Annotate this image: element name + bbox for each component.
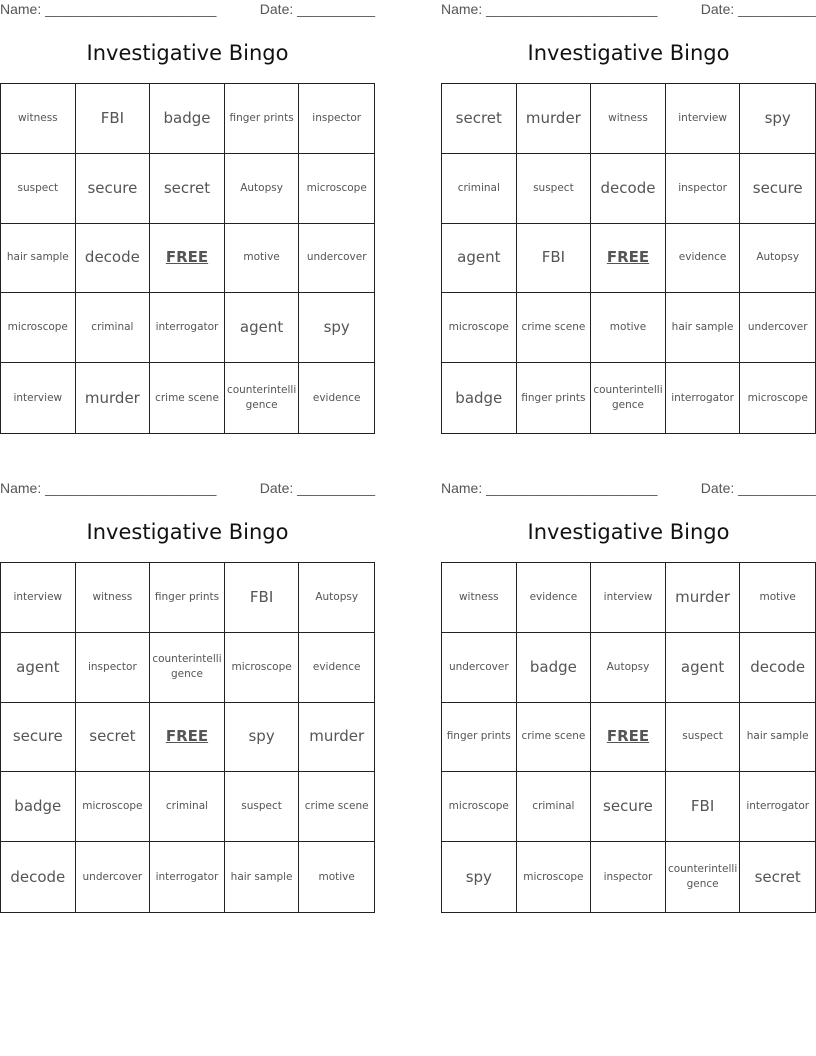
bingo-cell[interactable]: undercover [442, 633, 517, 703]
bingo-cell[interactable]: interview [666, 84, 741, 154]
bingo-cell[interactable]: motive [225, 224, 300, 294]
name-field[interactable]: Name: ______________________ [0, 480, 217, 496]
bingo-cell[interactable]: Autopsy [740, 224, 815, 294]
bingo-cell[interactable]: decode [76, 224, 151, 294]
bingo-cell[interactable]: microscope [517, 842, 592, 912]
bingo-cell[interactable]: murder [299, 703, 374, 773]
bingo-cell[interactable]: spy [740, 84, 815, 154]
bingo-cell[interactable]: criminal [150, 772, 225, 842]
bingo-cell[interactable]: criminal [76, 293, 151, 363]
name-date-line [0, 1, 375, 21]
bingo-cell[interactable]: evidence [666, 224, 741, 294]
bingo-cell[interactable]: counterintelligence [666, 842, 741, 912]
card-title: Investigative Bingo [86, 41, 289, 65]
name-field[interactable]: Name: ______________________ [0, 1, 217, 17]
bingo-cell[interactable]: undercover [299, 224, 374, 294]
bingo-cell[interactable]: suspect [1, 154, 76, 224]
bingo-cell[interactable]: interrogator [666, 363, 741, 433]
bingo-cell[interactable]: decode [740, 633, 815, 703]
card-title: Investigative Bingo [86, 520, 289, 544]
bingo-cell[interactable]: hair sample [225, 842, 300, 912]
bingo-cell[interactable]: secret [754, 867, 801, 886]
bingo-cell[interactable]: interview [1, 563, 76, 633]
bingo-cell[interactable]: evidence [517, 563, 592, 633]
free-space-cell[interactable]: FREE [150, 703, 225, 773]
bingo-cell[interactable]: microscope [442, 772, 517, 842]
bingo-cell[interactable]: undercover [76, 842, 151, 912]
bingo-cell[interactable]: agent [1, 633, 76, 703]
bingo-cell[interactable]: microscope [747, 391, 808, 404]
bingo-cell[interactable]: interview [591, 563, 666, 633]
bingo-cell[interactable]: criminal [517, 772, 592, 842]
bingo-cell[interactable]: FBI [666, 772, 741, 842]
date-field[interactable]: Date: __________ [259, 1, 375, 17]
name-date-line [0, 480, 375, 500]
date-field[interactable]: Date: __________ [700, 480, 816, 496]
bingo-cell[interactable]: criminal [442, 154, 517, 224]
bingo-card-2 [441, 0, 816, 432]
bingo-cell[interactable]: microscope [1, 293, 76, 363]
bingo-cell[interactable]: agent [225, 293, 300, 363]
free-space-cell[interactable]: FREE [591, 224, 666, 294]
bingo-cell[interactable]: motive [740, 563, 815, 633]
bingo-cell[interactable]: FBI [76, 84, 151, 154]
bingo-cell[interactable]: witness [76, 563, 151, 633]
bingo-cell[interactable]: evidence [299, 633, 374, 703]
bingo-cell[interactable]: Autopsy [591, 633, 666, 703]
bingo-cell[interactable]: suspect [666, 703, 741, 773]
bingo-cell[interactable]: counterintelligence [225, 363, 300, 433]
bingo-cell[interactable]: witness [591, 84, 666, 154]
name-field[interactable]: Name: ______________________ [441, 1, 658, 17]
bingo-cell[interactable]: inspector [76, 633, 151, 703]
bingo-cell[interactable]: secure [740, 154, 815, 224]
bingo-cell[interactable]: interrogator [150, 293, 225, 363]
bingo-cell[interactable]: counterintelligence [591, 363, 666, 433]
bingo-grid [441, 83, 816, 434]
bingo-cell[interactable]: murder [76, 363, 151, 433]
bingo-grid [0, 83, 375, 434]
bingo-cell[interactable]: murder [666, 563, 741, 633]
bingo-cell[interactable]: interview [1, 363, 76, 433]
bingo-cell[interactable]: FBI [517, 224, 592, 294]
bingo-grid [0, 562, 375, 913]
bingo-cell[interactable]: motive [318, 870, 355, 883]
bingo-cell[interactable]: motive [591, 293, 666, 363]
bingo-cell[interactable]: badge [1, 772, 76, 842]
bingo-cell[interactable]: spy [225, 703, 300, 773]
bingo-cell[interactable]: agent [442, 224, 517, 294]
bingo-cell[interactable]: inspector [591, 842, 666, 912]
bingo-cell[interactable]: Autopsy [225, 154, 300, 224]
bingo-cell[interactable]: agent [666, 633, 741, 703]
name-date-line [441, 480, 816, 500]
free-space-cell[interactable]: FREE [150, 224, 225, 294]
date-field[interactable]: Date: __________ [259, 480, 375, 496]
bingo-grid [441, 562, 816, 913]
bingo-cell[interactable]: decode [591, 154, 666, 224]
bingo-cell[interactable]: finger prints [517, 363, 592, 433]
date-field[interactable]: Date: __________ [700, 1, 816, 17]
bingo-cell[interactable]: crime scene [150, 363, 225, 433]
bingo-cell[interactable]: suspect [517, 154, 592, 224]
bingo-cell[interactable]: microscope [299, 154, 374, 224]
bingo-cell[interactable]: spy [442, 842, 517, 912]
bingo-cell[interactable]: secure [1, 703, 76, 773]
bingo-card-1 [0, 0, 375, 432]
bingo-cell[interactable]: FBI [225, 563, 300, 633]
bingo-card-3 [0, 479, 375, 911]
card-title: Investigative Bingo [527, 520, 730, 544]
bingo-cell[interactable]: spy [299, 293, 374, 363]
bingo-cell[interactable]: inspector [299, 84, 374, 154]
bingo-cell[interactable]: secret [442, 84, 517, 154]
bingo-cell[interactable]: evidence [312, 391, 361, 404]
bingo-cell[interactable]: interrogator [740, 772, 815, 842]
bingo-cell[interactable]: crime scene [299, 772, 374, 842]
bingo-cell[interactable]: badge [517, 633, 592, 703]
bingo-cell[interactable]: crime scene [517, 293, 592, 363]
bingo-cell[interactable]: badge [150, 84, 225, 154]
bingo-cell[interactable]: hair sample [740, 703, 815, 773]
bingo-cell[interactable]: murder [517, 84, 592, 154]
bingo-cell[interactable]: decode [1, 842, 76, 912]
bingo-cell[interactable]: secure [76, 154, 151, 224]
bingo-cell[interactable]: microscope [442, 293, 517, 363]
bingo-card-4 [441, 479, 816, 911]
bingo-cell[interactable]: crime scene [517, 703, 592, 773]
bingo-cell[interactable]: hair sample [666, 293, 741, 363]
bingo-cell[interactable]: secret [150, 154, 225, 224]
bingo-cell[interactable]: suspect [225, 772, 300, 842]
bingo-cell[interactable]: inspector [666, 154, 741, 224]
bingo-cell[interactable]: witness [1, 84, 76, 154]
bingo-cell[interactable]: interrogator [150, 842, 225, 912]
free-space-cell[interactable]: FREE [591, 703, 666, 773]
bingo-cell[interactable]: microscope [76, 772, 151, 842]
bingo-cell[interactable]: undercover [740, 293, 815, 363]
name-date-line [441, 1, 816, 21]
bingo-cell[interactable]: witness [442, 563, 517, 633]
bingo-cell[interactable]: Autopsy [299, 563, 374, 633]
bingo-cell[interactable]: microscope [225, 633, 300, 703]
bingo-cell[interactable]: counterintelligence [150, 633, 225, 703]
bingo-cell[interactable]: secure [591, 772, 666, 842]
bingo-cell[interactable]: secret [76, 703, 151, 773]
bingo-cell[interactable]: finger prints [442, 703, 517, 773]
bingo-cell[interactable]: finger prints [225, 84, 300, 154]
bingo-cell[interactable]: finger prints [150, 563, 225, 633]
bingo-cell[interactable]: hair sample [1, 224, 76, 294]
bingo-cell[interactable]: badge [442, 363, 517, 433]
name-field[interactable]: Name: ______________________ [441, 480, 658, 496]
card-title: Investigative Bingo [527, 41, 730, 65]
